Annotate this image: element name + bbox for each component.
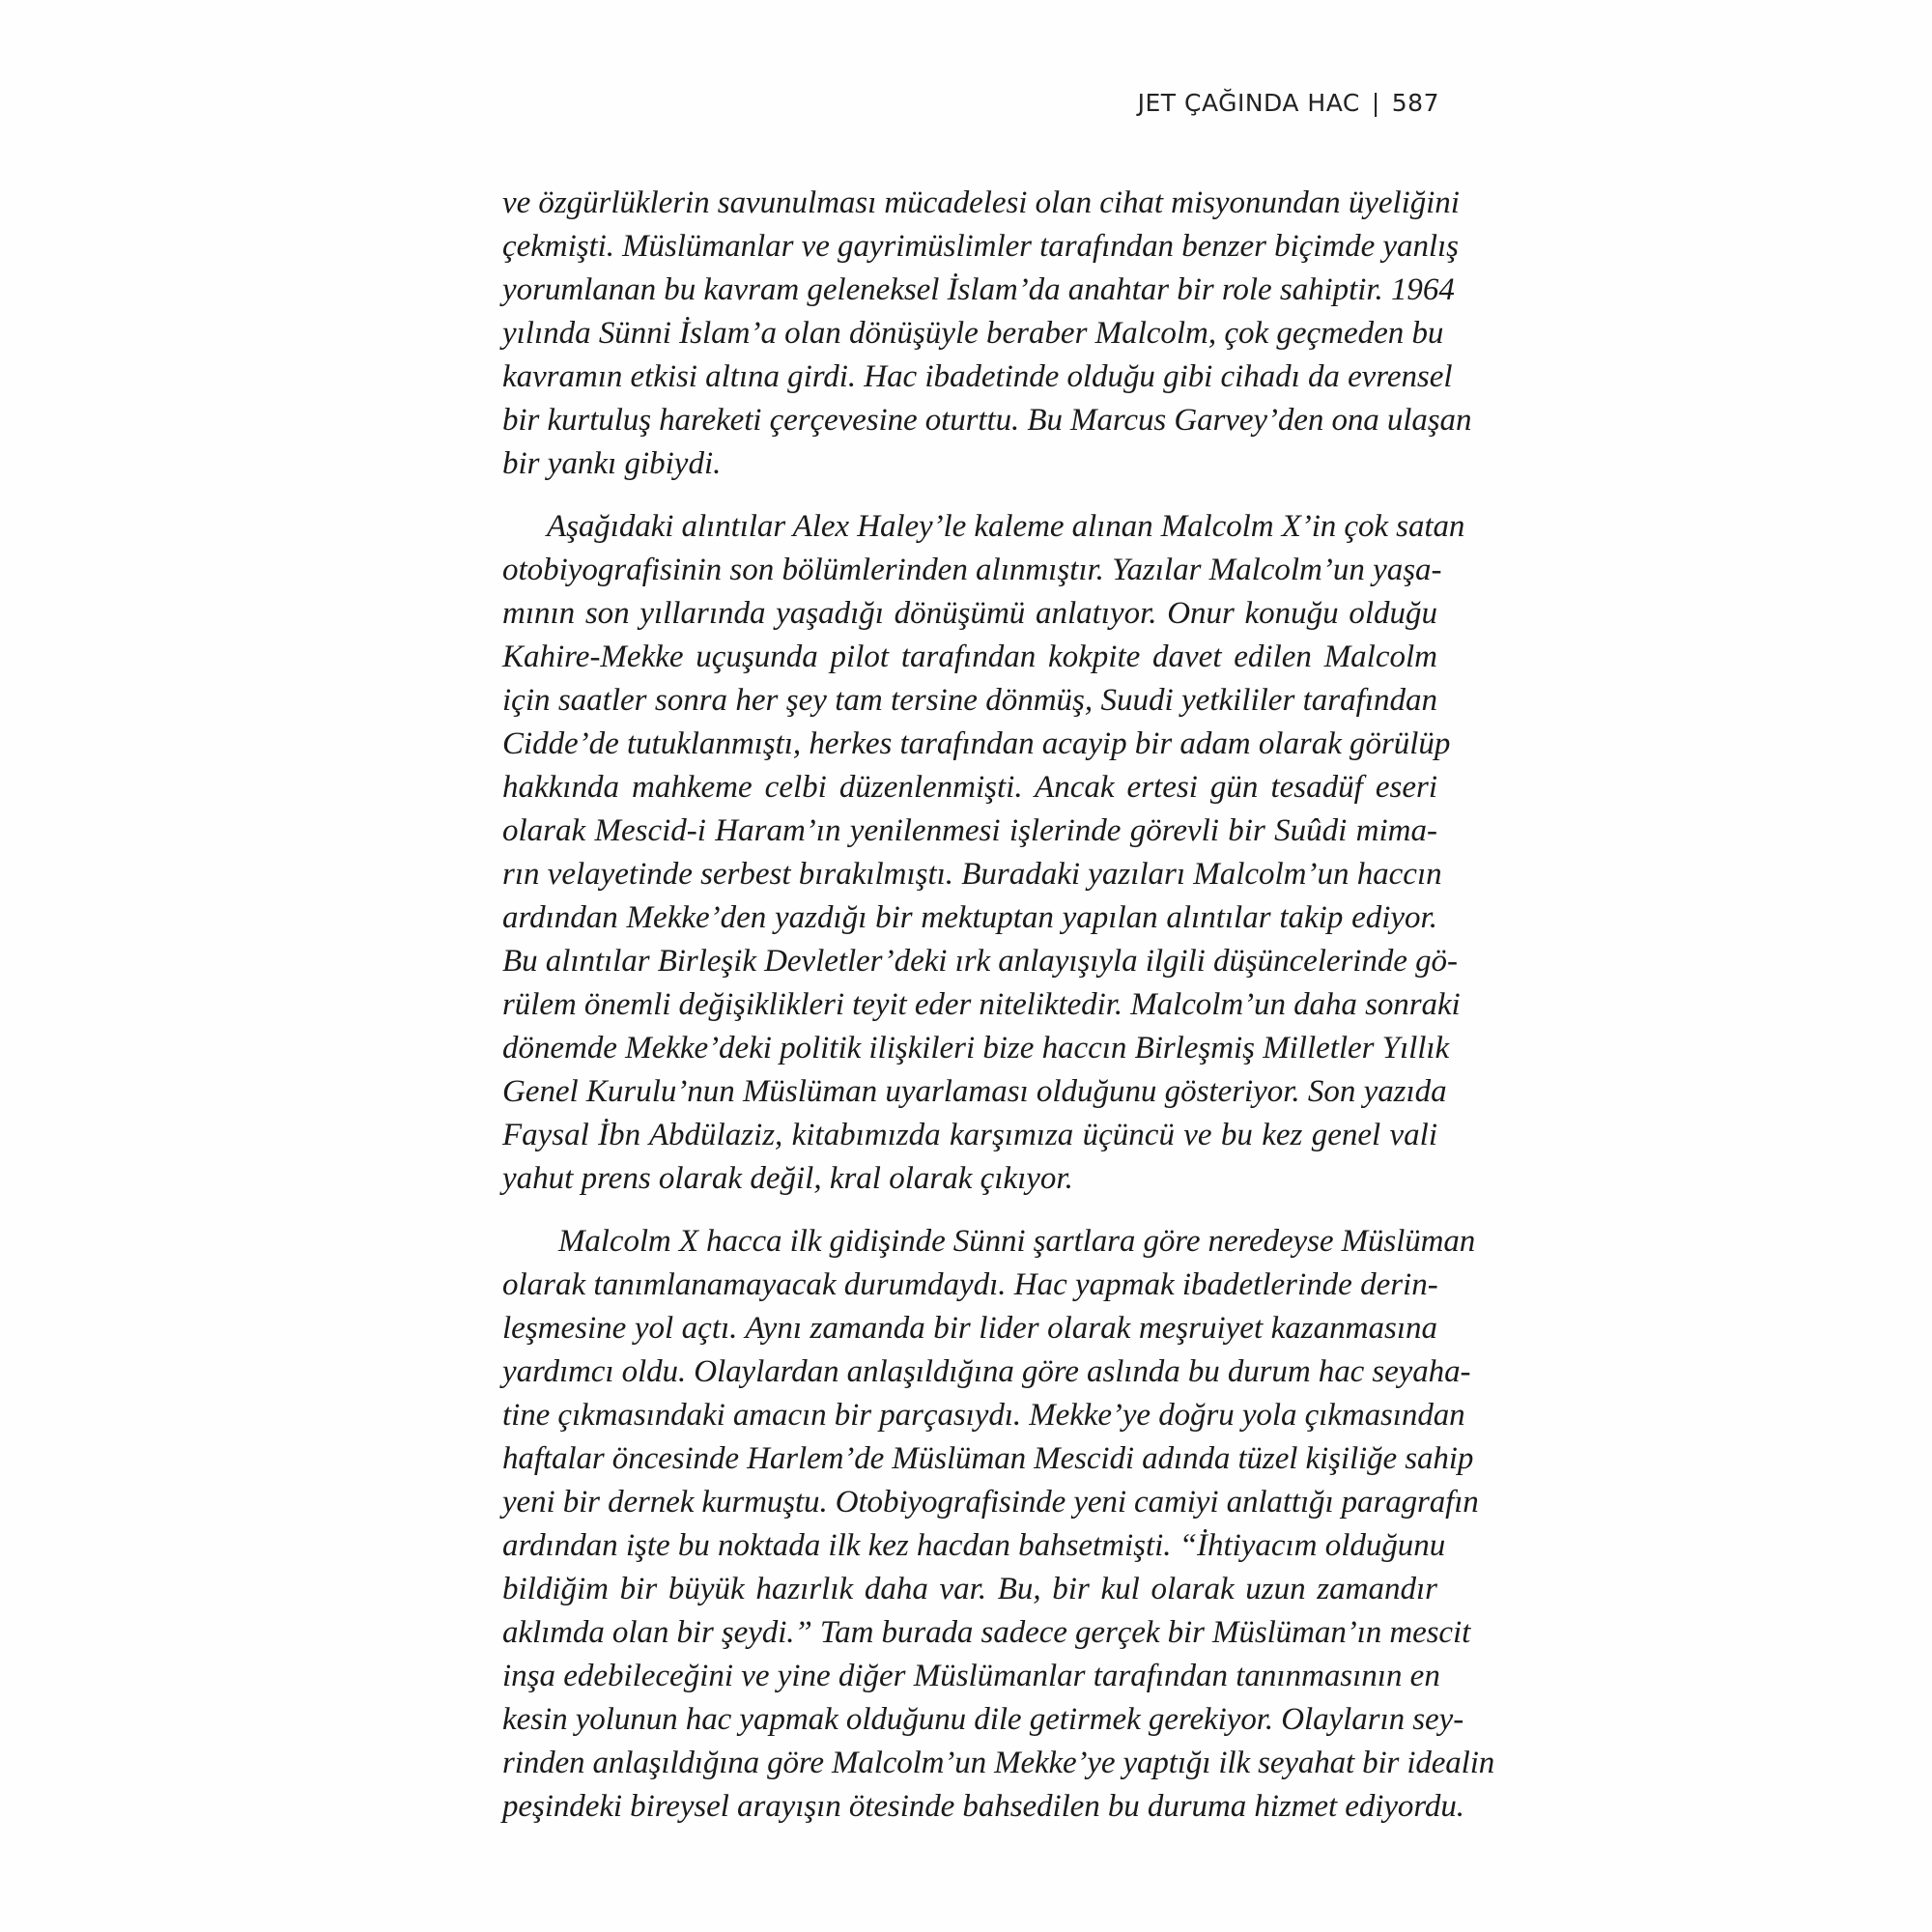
text-line: ardından işte bu noktada ilk kez hacdan bahsetmişti. “İhtiyacım olduğunu bbox=[502, 1528, 1446, 1563]
header-separator: | bbox=[1371, 89, 1380, 117]
text-line: yardımcı oldu. Olaylardan anlaşıldığına göre aslında bu durum hac seyaha- bbox=[502, 1354, 1471, 1389]
text-line: mının son yıllarında yaşadığı dönüşümü anlatıyor. Onur konuğu olduğu bbox=[502, 596, 1437, 631]
text-line: aklımda olan bir şeydi.” Tam burada sadece gerçek bir Müslüman’ın mescit bbox=[502, 1615, 1471, 1650]
text-line: bir yankı gibiydi. bbox=[502, 446, 722, 481]
text-line: kavramın etkisi altına girdi. Hac ibadetinde olduğu gibi cihadı da evrensel bbox=[502, 359, 1453, 394]
text-line: Cidde’de tutuklanmıştı, herkes tarafından acayip bir adam olarak görülüp bbox=[502, 726, 1451, 761]
text-line: Faysal İbn Abdülaziz, kitabımızda karşımıza üçüncü ve bu kez genel vali bbox=[502, 1118, 1437, 1152]
text-line: kesin yolunun hac yapmak olduğunu dile getirmek gerekiyor. Olayların sey- bbox=[502, 1702, 1464, 1737]
text-line: haftalar öncesinde Harlem’de Müslüman Mescidi adında tüzel kişiliğe sahip bbox=[502, 1441, 1474, 1476]
text-line: rinden anlaşıldığına göre Malcolm’un Mekke’ye yaptığı ilk seyahat bir idealin bbox=[502, 1746, 1495, 1780]
text-line: yahut prens olarak değil, kral olarak çıkıyor. bbox=[502, 1161, 1073, 1196]
paragraph-3 bbox=[502, 1220, 1495, 1829]
text-line: rın velayetinde serbest bırakılmıştı. Buradaki yazıları Malcolm’un haccın bbox=[502, 857, 1442, 892]
text-line: Kahire-Mekke uçuşunda pilot tarafından kokpite davet edilen Malcolm bbox=[502, 639, 1437, 674]
text-line: rülem önemli değişiklikleri teyit eder niteliktedir. Malcolm’un daha sonraki bbox=[502, 987, 1461, 1022]
text-line: olarak tanımlanamayacak durumdaydı. Hac yapmak ibadetlerinde derin- bbox=[502, 1267, 1438, 1302]
text-line: otobiyografisinin son bölümlerinden alınmıştır. Yazılar Malcolm’un yaşa- bbox=[502, 553, 1442, 587]
running-title: JET ÇAĞINDA HAC bbox=[1137, 89, 1360, 117]
text-line: peşindeki bireysel arayışın ötesinde bahsedilen bu duruma hizmet ediyordu. bbox=[502, 1789, 1464, 1824]
text-line: leşmesine yol açtı. Aynı zamanda bir lider olarak meşruiyet kazanmasına bbox=[502, 1311, 1437, 1346]
text-line: Genel Kurulu’nun Müslüman uyarlaması olduğunu gösteriyor. Son yazıda bbox=[502, 1074, 1447, 1109]
text-line: ve özgürlüklerin savunulması mücadelesi olan cihat misyonundan üyeliğini bbox=[502, 185, 1460, 220]
text-line: bir kurtuluş hareketi çerçevesine oturttu. Bu Marcus Garvey’den ona ulaşan bbox=[502, 403, 1472, 438]
running-header bbox=[966, 89, 1439, 117]
text-line: olarak Mescid-i Haram’ın yenilenmesi işlerinde görevli bir Suûdi mima- bbox=[502, 813, 1437, 848]
page-number: 587 bbox=[1391, 89, 1439, 117]
text-line: çekmişti. Müslümanlar ve gayrimüslimler tarafından benzer biçimde yanlış bbox=[502, 229, 1459, 264]
paragraph-2 bbox=[502, 505, 1465, 1201]
text-line: yorumlanan bu kavram geleneksel İslam’da anahtar bir role sahiptir. 1964 bbox=[502, 272, 1455, 307]
text-line: yılında Sünni İslam’a olan dönüşüyle beraber Malcolm, çok geçmeden bu bbox=[502, 316, 1444, 351]
text-line: Aşağıdaki alıntılar Alex Haley’le kaleme alınan Malcolm X’in çok satan bbox=[547, 509, 1465, 544]
text-line: Bu alıntılar Birleşik Devletler’deki ırk anlayışıyla ilgili düşüncelerinde gö- bbox=[502, 944, 1458, 979]
text-line: hakkında mahkeme celbi düzenlenmişti. Ancak ertesi gün tesadüf eseri bbox=[502, 770, 1437, 805]
body-text bbox=[502, 182, 1495, 1829]
text-line: ardından Mekke’den yazdığı bir mektuptan yapılan alıntılar takip ediyor. bbox=[502, 900, 1437, 935]
text-line: dönemde Mekke’deki politik ilişkileri bize haccın Birleşmiş Milletler Yıllık bbox=[502, 1031, 1450, 1065]
paragraph-1 bbox=[502, 182, 1472, 486]
text-line: tine çıkmasındaki amacın bir parçasıydı. Mekke’ye doğru yola çıkmasından bbox=[502, 1398, 1465, 1433]
text-line: Malcolm X hacca ilk gidişinde Sünni şartlara göre neredeyse Müslüman bbox=[558, 1224, 1476, 1259]
text-line: için saatler sonra her şey tam tersine dönmüş, Suudi yetkililer tarafından bbox=[502, 683, 1437, 718]
text-line: bildiğim bir büyük hazırlık daha var. Bu, bir kul olarak uzun zamandır bbox=[502, 1572, 1437, 1606]
text-line: inşa edebileceğini ve yine diğer Müslümanlar tarafından tanınmasının en bbox=[502, 1659, 1440, 1693]
text-line: yeni bir dernek kurmuştu. Otobiyografisinde yeni camiyi anlattığı paragrafın bbox=[502, 1485, 1479, 1520]
